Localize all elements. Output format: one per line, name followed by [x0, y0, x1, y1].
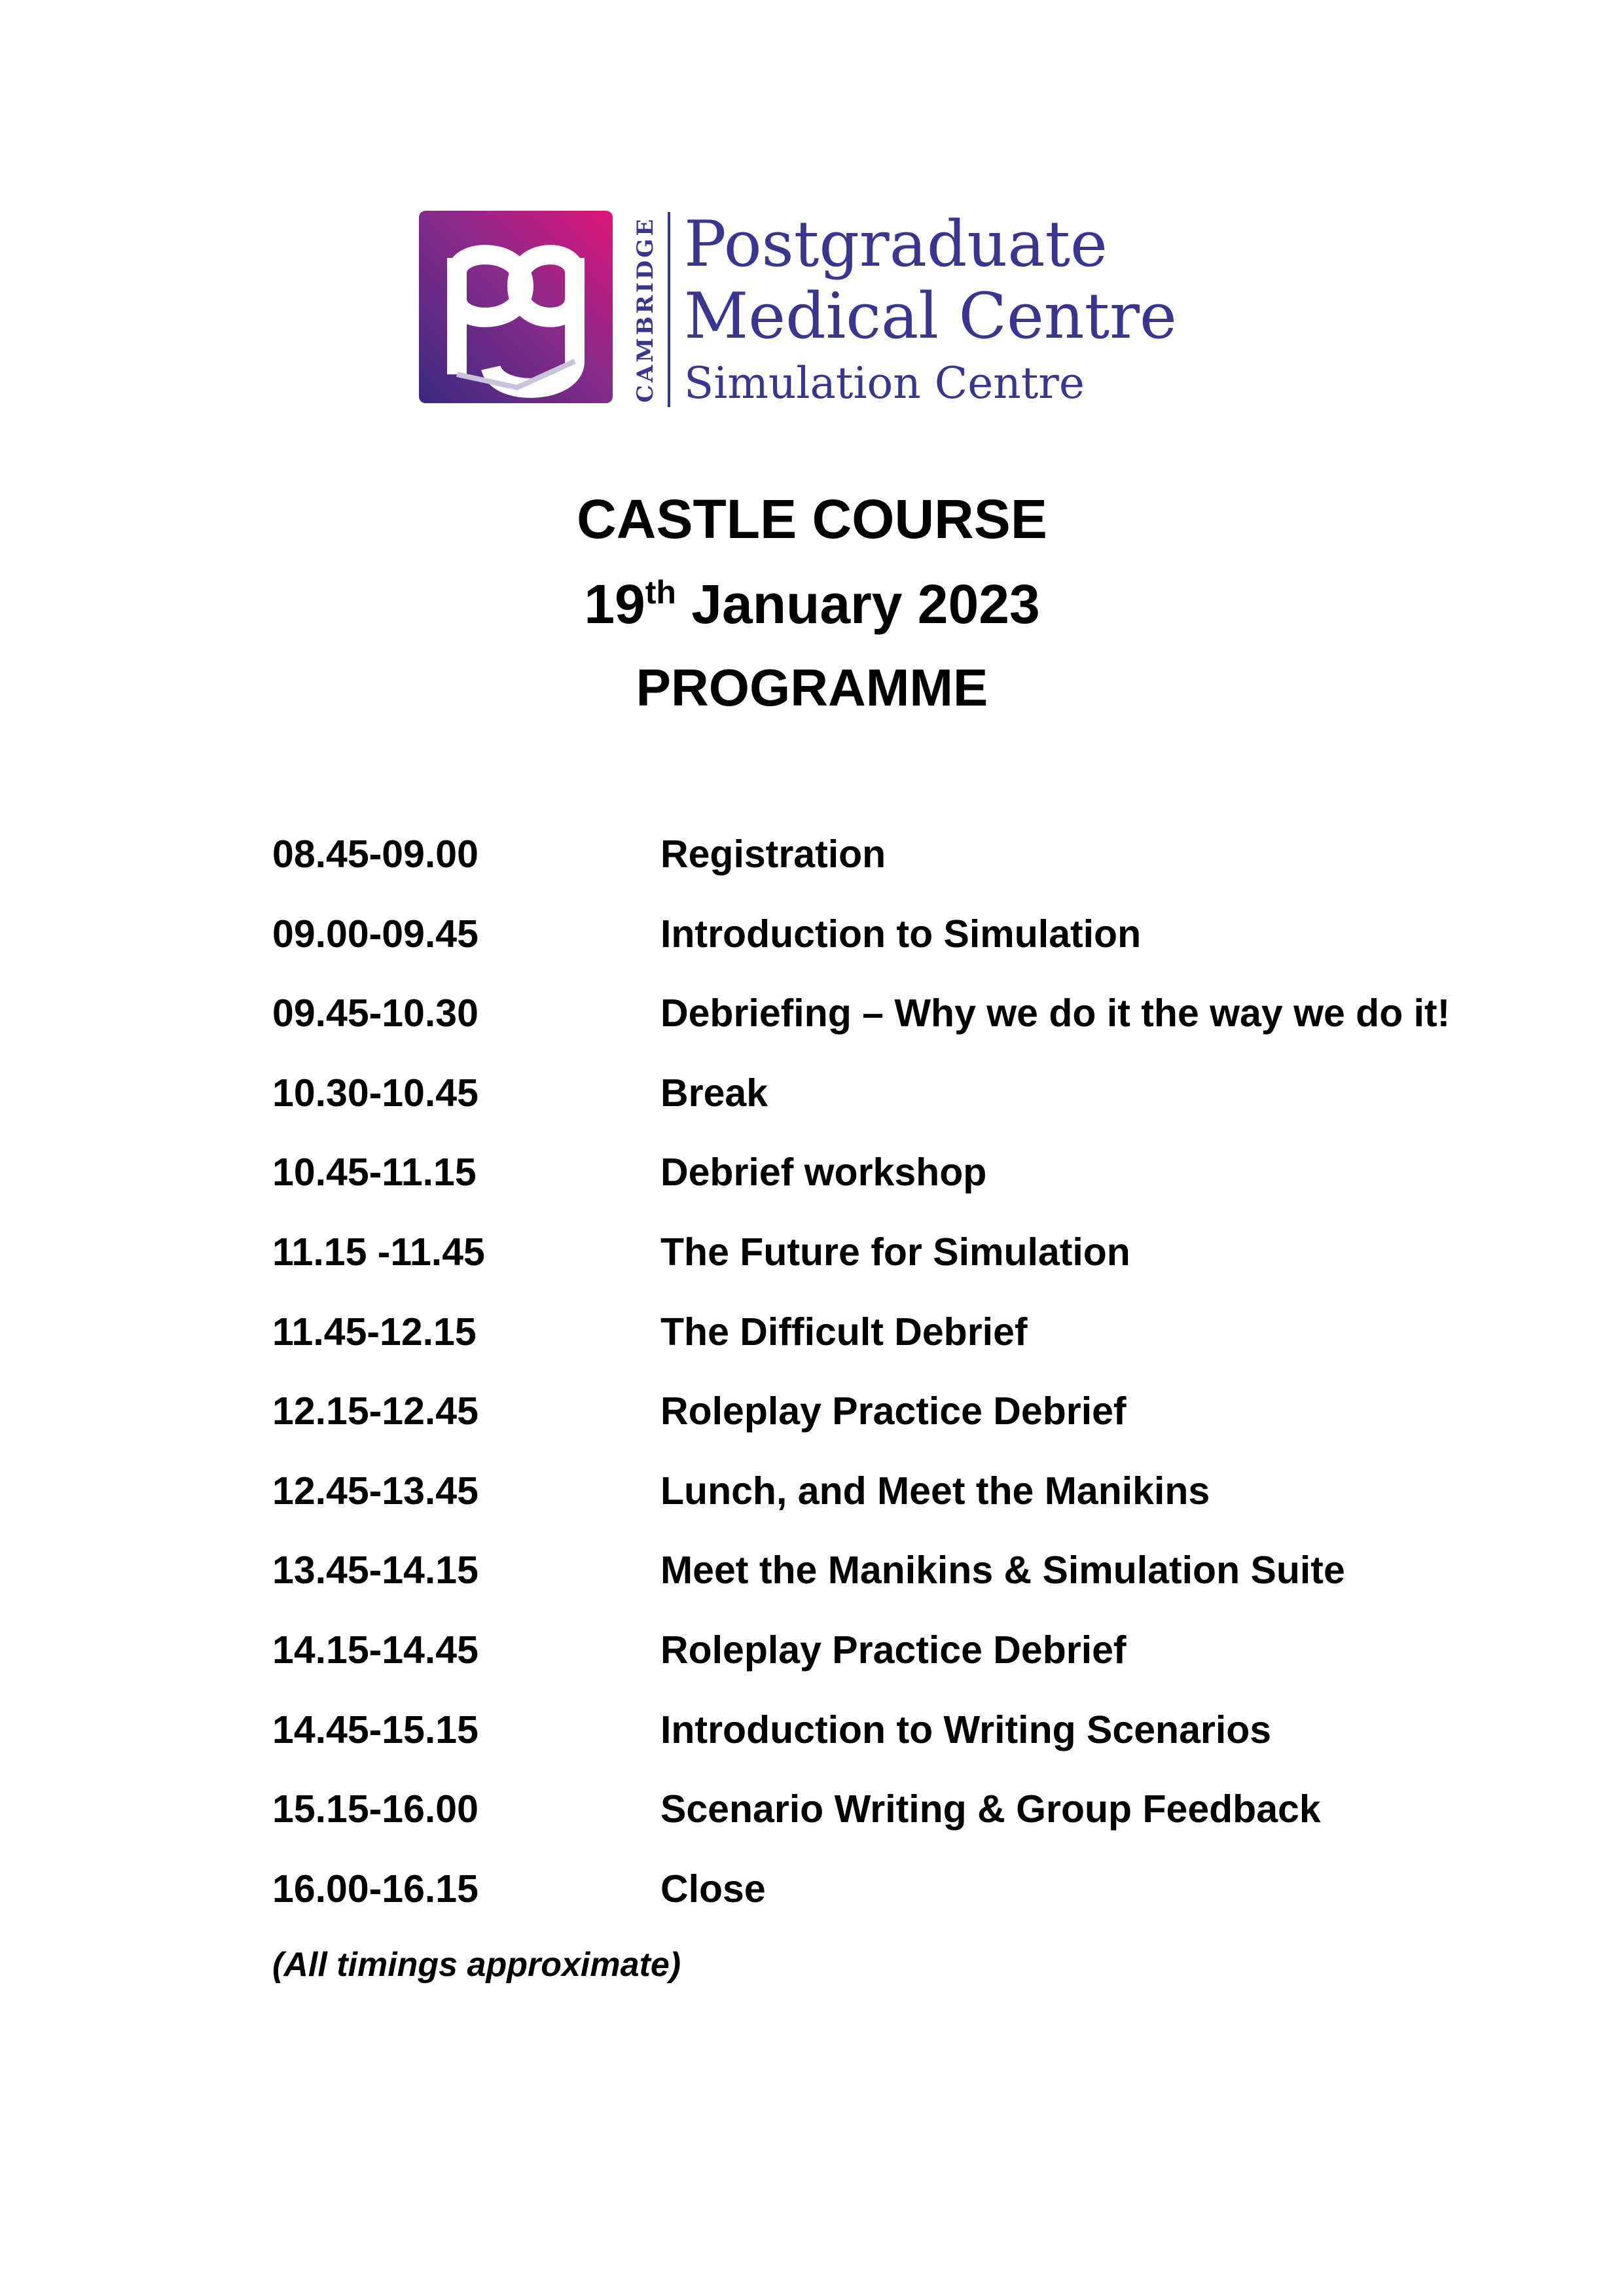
programme-schedule [272, 825, 1555, 1939]
schedule-time: 13.45-14.15 [272, 1549, 478, 1592]
schedule-activity: Introduction to Simulation [660, 912, 1142, 956]
programme-heading: PROGRAMME [636, 658, 988, 717]
schedule-activity: The Future for Simulation [660, 1230, 1130, 1274]
schedule-row [272, 1382, 1555, 1462]
schedule-row [272, 1302, 1555, 1382]
schedule-time: 12.15-12.45 [272, 1390, 478, 1433]
schedule-row [272, 1541, 1555, 1621]
schedule-row [272, 825, 1555, 905]
schedule-activity: Close [660, 1867, 766, 1910]
schedule-activity: Introduction to Writing Scenarios [660, 1708, 1272, 1751]
schedule-time: 10.30-10.45 [272, 1071, 478, 1115]
schedule-row [272, 1064, 1555, 1143]
schedule-activity: The Difficult Debrief [660, 1310, 1028, 1354]
logo-line-simulation-centre: Simulation Centre [684, 358, 1085, 408]
schedule-activity: Lunch, and Meet the Manikins [660, 1469, 1210, 1513]
schedule-row [272, 1700, 1555, 1780]
timings-note: (All timings approximate) [272, 1946, 681, 1984]
course-date [0, 568, 1624, 640]
schedule-time: 11.45-12.15 [272, 1310, 477, 1354]
course-title: CASTLE COURSE [577, 488, 1047, 550]
pg-logo-mark [419, 211, 613, 403]
logo-cambridge-label: CAMBRIDGE [632, 216, 659, 403]
schedule-row [272, 984, 1555, 1064]
schedule-time: 16.00-16.15 [272, 1867, 478, 1910]
schedule-time: 08.45-09.00 [272, 833, 478, 876]
schedule-time: 11.15 -11.45 [272, 1230, 485, 1274]
date-rest: January 2023 [676, 573, 1040, 635]
schedule-activity: Debriefing – Why we do it the way we do it! [660, 992, 1451, 1035]
schedule-row [272, 1859, 1555, 1939]
schedule-row [272, 1462, 1555, 1541]
schedule-activity: Roleplay Practice Debrief [660, 1390, 1127, 1433]
schedule-row [272, 1780, 1555, 1859]
schedule-row [272, 1621, 1555, 1700]
schedule-row [272, 905, 1555, 984]
logo [419, 208, 1211, 412]
date-suffix: th [645, 574, 676, 611]
date-day: 19 [584, 573, 645, 635]
schedule-time: 12.45-13.45 [272, 1469, 478, 1513]
schedule-time: 14.45-15.15 [272, 1708, 478, 1751]
schedule-activity: Roleplay Practice Debrief [660, 1628, 1127, 1672]
schedule-row [272, 1143, 1555, 1223]
schedule-activity: Meet the Manikins & Simulation Suite [660, 1549, 1345, 1592]
schedule-row [272, 1223, 1555, 1302]
schedule-time: 09.00-09.45 [272, 912, 478, 956]
schedule-time: 14.15-14.45 [272, 1628, 478, 1672]
schedule-activity: Scenario Writing & Group Feedback [660, 1787, 1321, 1831]
logo-line-medical-centre: Medical Centre [684, 279, 1177, 353]
logo-divider [668, 212, 670, 407]
schedule-time: 09.45-10.30 [272, 992, 478, 1035]
schedule-time: 15.15-16.00 [272, 1787, 478, 1831]
schedule-activity: Break [660, 1071, 768, 1115]
schedule-activity: Registration [660, 833, 886, 876]
logo-line-postgraduate: Postgraduate [684, 207, 1108, 281]
schedule-time: 10.45-11.15 [272, 1151, 477, 1194]
schedule-activity: Debrief workshop [660, 1151, 987, 1194]
